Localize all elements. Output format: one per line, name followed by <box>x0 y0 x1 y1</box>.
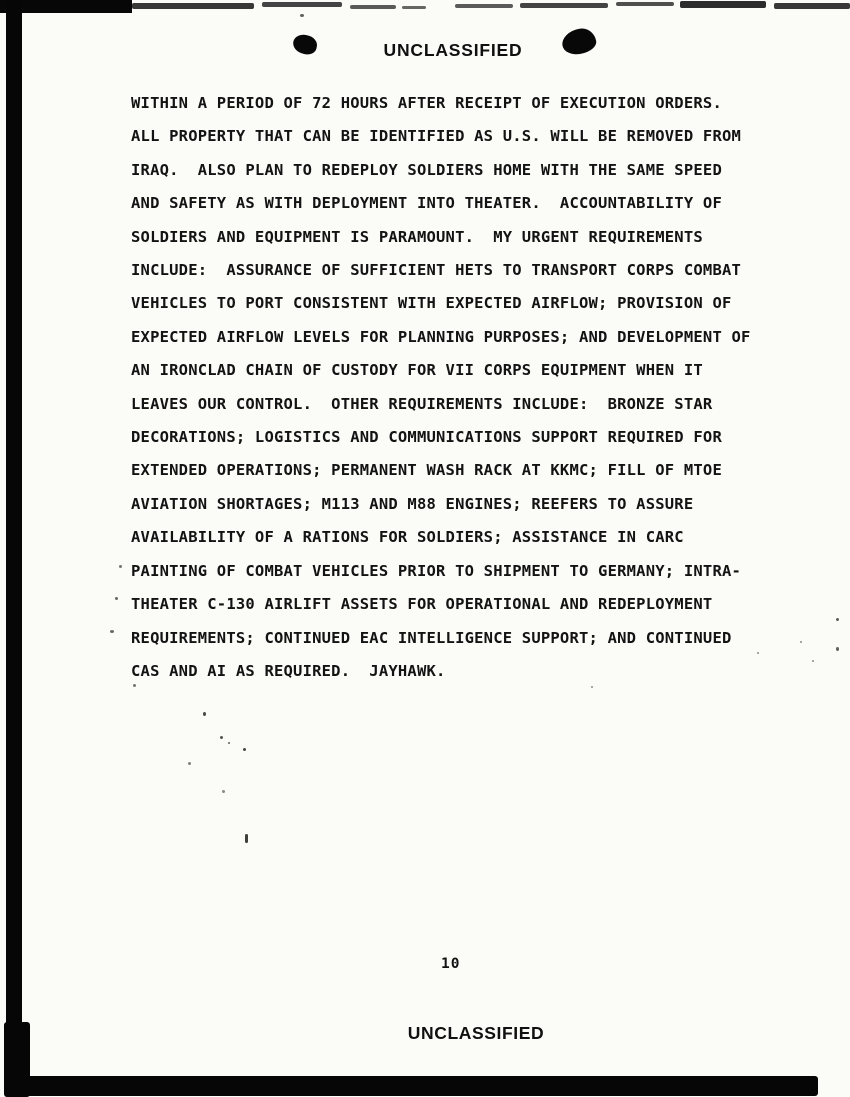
scan-speck <box>757 652 759 654</box>
scan-speck <box>800 641 802 643</box>
scan-speck <box>245 834 248 843</box>
scan-artifact-segment <box>774 3 850 9</box>
scan-artifact-segment <box>680 1 766 8</box>
scan-speck <box>115 597 118 600</box>
document-line: THEATER C-130 AIRLIFT ASSETS FOR OPERATIONAL AND REDEPLOYMENT <box>131 595 713 614</box>
scan-speck <box>591 686 593 688</box>
document-body <box>131 87 831 688</box>
document-line: AND SAFETY AS WITH DEPLOYMENT INTO THEATER. ACCOUNTABILITY OF <box>131 194 722 213</box>
scan-speck <box>243 748 246 751</box>
document-line: EXPECTED AIRFLOW LEVELS FOR PLANNING PURPOSES; AND DEVELOPMENT OF <box>131 327 751 346</box>
scan-speck <box>188 762 191 765</box>
scan-speck <box>110 630 114 633</box>
scan-speck <box>133 684 136 687</box>
scan-artifact-segment <box>402 6 426 9</box>
scan-artifact-bottom-edge <box>15 1076 818 1096</box>
scan-speck <box>812 660 814 662</box>
document-line: PAINTING OF COMBAT VEHICLES PRIOR TO SHIPMENT TO GERMANY; INTRA- <box>131 561 742 580</box>
document-line: IRAQ. ALSO PLAN TO REDEPLOY SOLDIERS HOME WITH THE SAME SPEED <box>131 160 722 179</box>
scan-speck <box>119 565 122 568</box>
document-line: AVIATION SHORTAGES; M113 AND M88 ENGINES; REEFERS TO ASSURE <box>131 494 694 513</box>
scan-artifact-left-edge <box>6 0 22 1097</box>
document-line: EXTENDED OPERATIONS; PERMANENT WASH RACK AT KKMC; FILL OF MTOE <box>131 461 722 480</box>
footer-classification: UNCLASSIFIED <box>407 1023 545 1043</box>
scan-speck <box>222 790 225 793</box>
document-line: INCLUDE: ASSURANCE OF SUFFICIENT HETS TO TRANSPORT CORPS COMBAT <box>131 261 742 280</box>
document-line: REQUIREMENTS; CONTINUED EAC INTELLIGENCE SUPPORT; AND CONTINUED <box>131 628 732 647</box>
document-line: CAS AND AI AS REQUIRED. JAYHAWK. <box>131 661 446 680</box>
document-line: SOLDIERS AND EQUIPMENT IS PARAMOUNT. MY URGENT REQUIREMENTS <box>131 227 703 246</box>
scan-speck <box>220 736 223 739</box>
header-classification: UNCLASSIFIED <box>383 40 523 60</box>
document-line: LEAVES OUR CONTROL. OTHER REQUIREMENTS INCLUDE: BRONZE STAR <box>131 394 713 413</box>
document-line: AVAILABILITY OF A RATIONS FOR SOLDIERS; ASSISTANCE IN CARC <box>131 528 684 547</box>
document-line: ALL PROPERTY THAT CAN BE IDENTIFIED AS U.S. WILL BE REMOVED FROM <box>131 127 742 146</box>
scan-artifact-segment <box>616 2 674 6</box>
scan-speck <box>836 618 839 621</box>
page-number: 10 <box>441 956 461 972</box>
scan-speck <box>300 14 304 17</box>
scan-artifact-segment <box>520 3 608 8</box>
document-line: DECORATIONS; LOGISTICS AND COMMUNICATIONS SUPPORT REQUIRED FOR <box>131 428 722 447</box>
scan-speck <box>203 712 206 716</box>
document-line: VEHICLES TO PORT CONSISTENT WITH EXPECTED AIRFLOW; PROVISION OF <box>131 294 732 313</box>
scan-artifact-segment <box>455 4 513 8</box>
document-line: WITHIN A PERIOD OF 72 HOURS AFTER RECEIPT OF EXECUTION ORDERS. <box>131 94 722 112</box>
scan-artifact-segment <box>350 5 396 9</box>
scan-artifact-segment <box>262 2 342 7</box>
scan-speck <box>228 742 230 744</box>
document-line: AN IRONCLAD CHAIN OF CUSTODY FOR VII CORPS EQUIPMENT WHEN IT <box>131 361 703 380</box>
scan-artifact-segment <box>132 3 254 9</box>
scan-speck <box>836 647 839 651</box>
